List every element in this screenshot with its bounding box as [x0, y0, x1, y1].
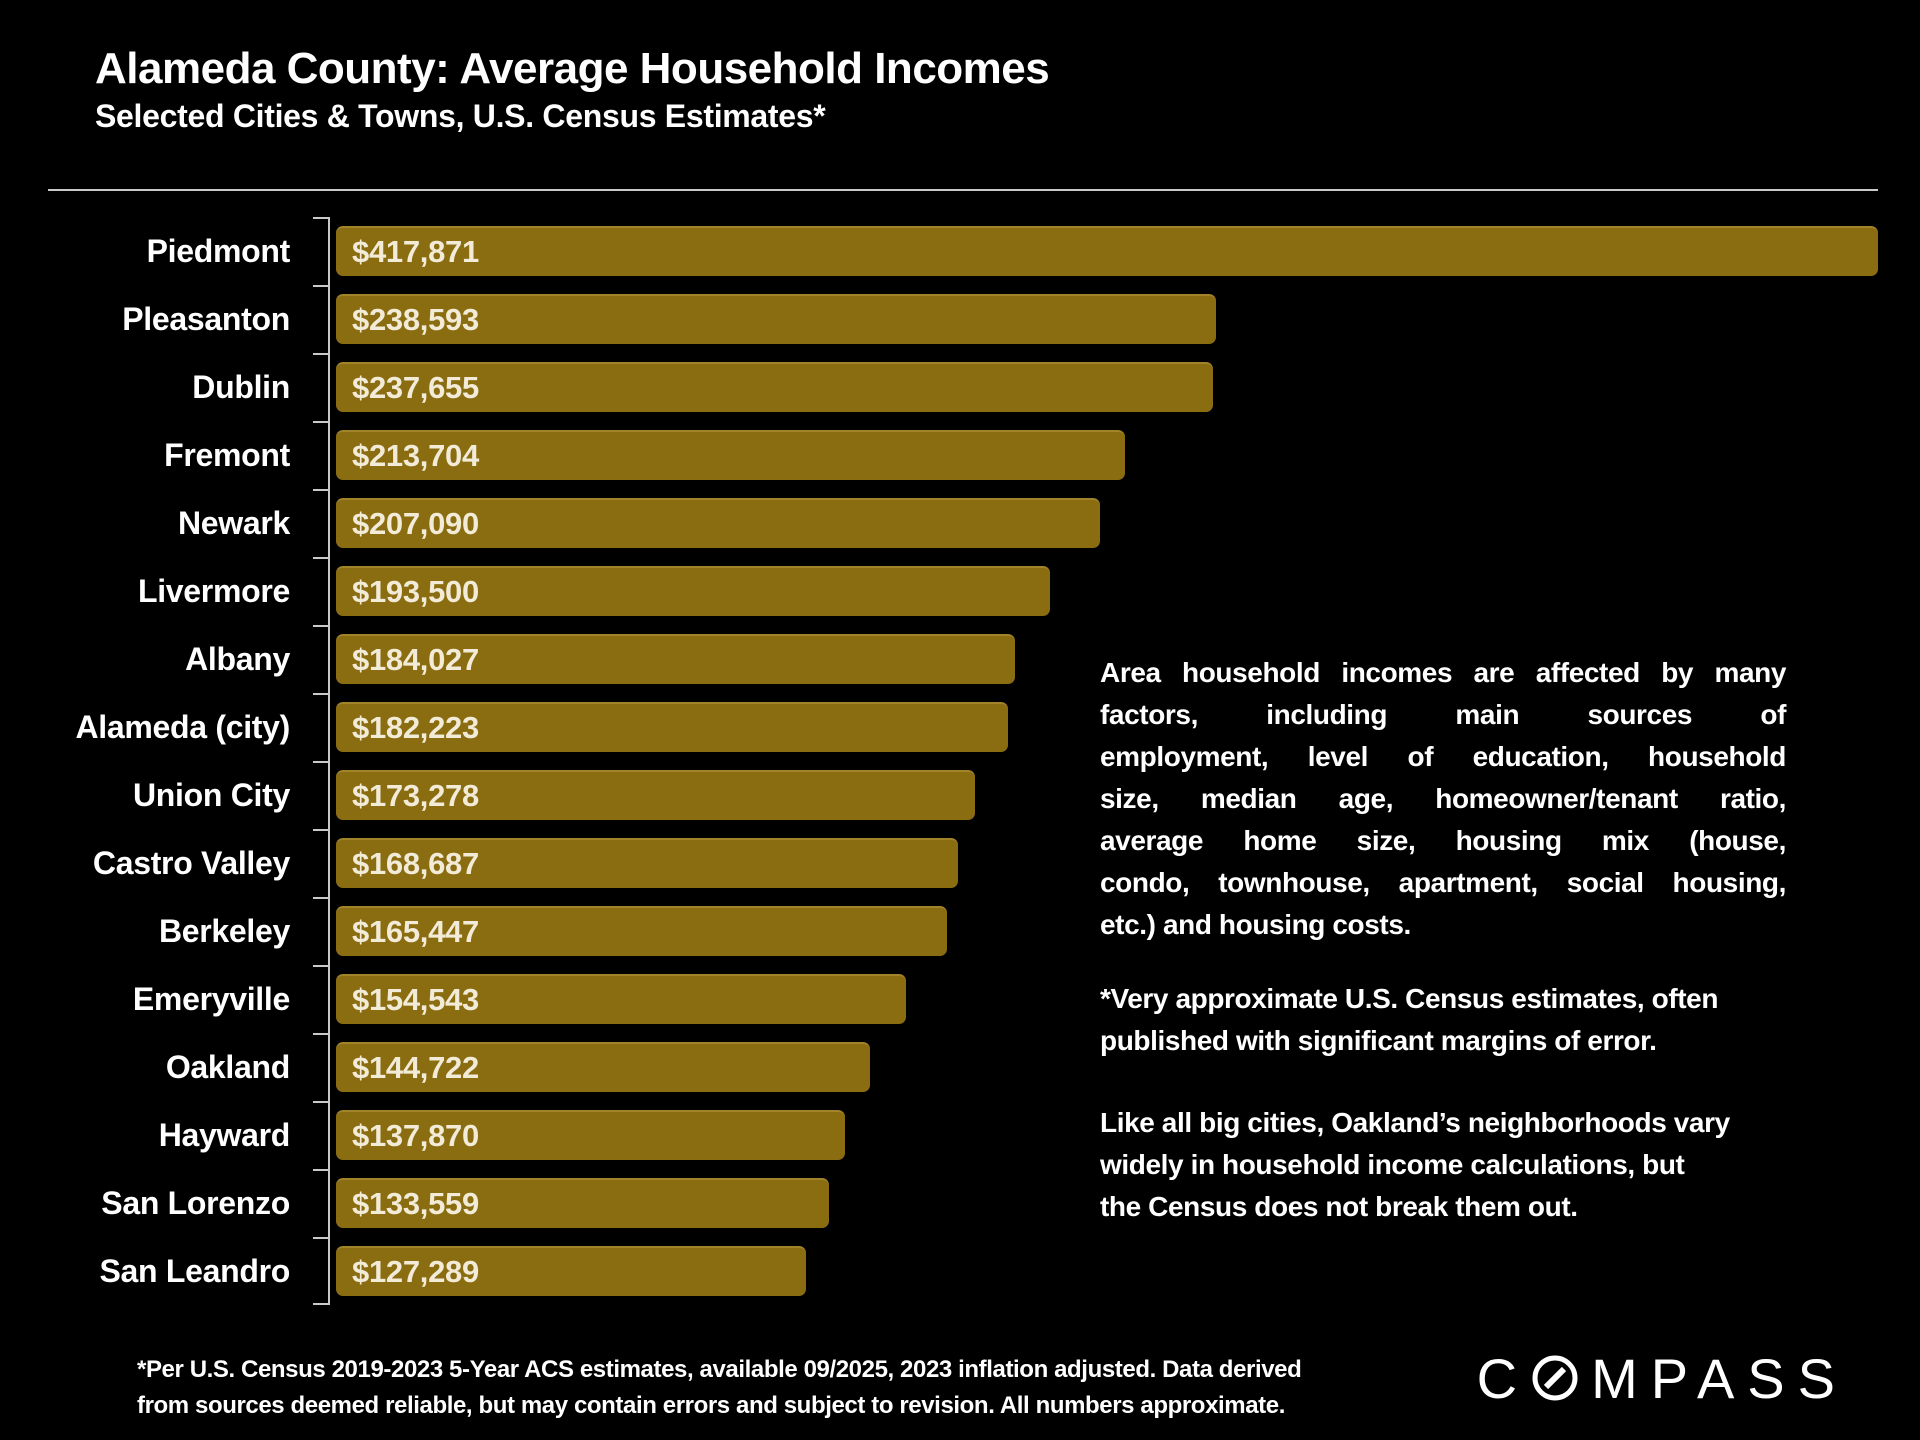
bar-track [328, 421, 1878, 489]
category-label: Albany [185, 640, 290, 677]
annotation-line: the Census does not break them out. [1100, 1191, 1578, 1222]
bar-row [0, 285, 1878, 353]
page-subtitle: Selected Cities & Towns, U.S. Census Estimates* [95, 98, 826, 134]
axis-tick [313, 1169, 328, 1171]
bar [336, 1178, 829, 1228]
bar-track [328, 285, 1878, 353]
annotation-line: widely in household income calculations, but [1100, 1149, 1685, 1180]
bar-track [328, 557, 1878, 625]
axis-tick [313, 421, 328, 423]
bar-value-label: $417,871 [352, 234, 479, 269]
annotation-line: condo, townhouse, apartment, social housing, [1100, 867, 1786, 898]
bar [336, 226, 1878, 276]
category-label: Pleasanton [122, 300, 290, 337]
annotation-line: factors, including main sources of [1100, 699, 1786, 730]
axis-tick [313, 353, 328, 355]
axis-tick [313, 1101, 328, 1103]
axis-tick [313, 761, 328, 763]
bar [336, 838, 958, 888]
axis-tick [313, 625, 328, 627]
bar-track [328, 489, 1878, 557]
annotation-paragraph-3 [1100, 1102, 1786, 1228]
axis-tick [313, 1033, 328, 1035]
bar-value-label: $207,090 [352, 506, 479, 541]
bar-value-label: $238,593 [352, 302, 479, 337]
axis-tick [313, 285, 328, 287]
annotation-block [1100, 652, 1786, 1228]
bar-track [328, 217, 1878, 285]
bar [336, 498, 1100, 548]
footnote [137, 1352, 1301, 1424]
bar-value-label: $154,543 [352, 982, 479, 1017]
bar-value-label: $213,704 [352, 438, 479, 473]
category-label: Union City [133, 776, 290, 813]
bar [336, 362, 1213, 412]
annotation-paragraph-1 [1100, 652, 1786, 946]
bar-value-label: $193,500 [352, 574, 479, 609]
bar-value-label: $133,559 [352, 1186, 479, 1221]
category-label: Newark [177, 504, 290, 541]
axis-tick [313, 693, 328, 695]
bar [336, 566, 1050, 616]
annotation-line: Area household incomes are affected by many [1100, 657, 1786, 688]
category-label: Castro Valley [92, 844, 290, 881]
bar-value-label: $137,870 [352, 1118, 479, 1153]
category-label: Emeryville [132, 980, 290, 1017]
bar [336, 1042, 870, 1092]
bar-value-label: $184,027 [352, 642, 479, 677]
annotation-line: etc.) and housing costs. [1100, 909, 1411, 940]
annotation-paragraph-2 [1100, 978, 1786, 1062]
annotation-line: Like all big cities, Oakland’s neighborhoods vary [1100, 1107, 1730, 1138]
bar-value-label: $237,655 [352, 370, 479, 405]
category-label: Berkeley [158, 912, 290, 949]
bar-row [0, 217, 1878, 285]
annotation-line: average home size, housing mix (house, [1100, 825, 1786, 856]
logo-letter-c: C [1476, 1346, 1531, 1410]
annotation-line: published with significant margins of error. [1100, 1025, 1657, 1056]
annotation-line: *Very approximate U.S. Census estimates, often [1100, 983, 1719, 1014]
axis-tick [313, 829, 328, 831]
bar-value-label: $144,722 [352, 1050, 479, 1085]
bar-value-label: $127,289 [352, 1254, 479, 1289]
bar-row [0, 489, 1878, 557]
bar [336, 430, 1125, 480]
bar [336, 294, 1216, 344]
footnote-line: *Per U.S. Census 2019-2023 5-Year ACS estimates, available 09/2025, 2023 inflation adjusted. Data derived [137, 1356, 1302, 1383]
category-label: Oakland [165, 1048, 290, 1085]
page-title: Alameda County: Average Household Incomes [95, 44, 1050, 93]
bar-value-label: $182,223 [352, 710, 479, 745]
category-label: Dublin [192, 368, 290, 405]
category-label: San Lorenzo [101, 1184, 290, 1221]
bar [336, 906, 947, 956]
logo-letters-mpass: MPASS [1591, 1346, 1848, 1410]
axis-tick [313, 489, 328, 491]
axis-tick [313, 557, 328, 559]
annotation-line: employment, level of education, household [1100, 741, 1786, 772]
compass-logo [1476, 1346, 1848, 1410]
axis-tick [313, 1303, 328, 1305]
bar-row [0, 421, 1878, 489]
category-label: Alameda (city) [75, 708, 290, 745]
bar [336, 1110, 845, 1160]
category-label: Piedmont [146, 232, 290, 269]
bar [336, 702, 1008, 752]
category-label: Fremont [164, 436, 290, 473]
bar-value-label: $168,687 [352, 846, 479, 881]
bar [336, 770, 975, 820]
bar [336, 974, 906, 1024]
bar-row [0, 353, 1878, 421]
header-divider [48, 189, 1878, 191]
bar [336, 1246, 806, 1296]
bar-row [0, 1237, 1878, 1305]
footnote-line: from sources deemed reliable, but may contain errors and subject to revision. All numbers approximate. [137, 1392, 1285, 1419]
bar-row [0, 557, 1878, 625]
axis-tick [313, 965, 328, 967]
bar-track [328, 1237, 1878, 1305]
category-label: Hayward [158, 1116, 290, 1153]
annotation-line: size, median age, homeowner/tenant ratio, [1100, 783, 1786, 814]
bar-value-label: $165,447 [352, 914, 479, 949]
compass-o-icon [1531, 1354, 1579, 1402]
bar-track [328, 353, 1878, 421]
bar [336, 634, 1015, 684]
category-label: San Leandro [99, 1252, 290, 1289]
category-label: Livermore [137, 572, 290, 609]
y-axis [328, 217, 330, 1305]
axis-tick [313, 217, 328, 219]
axis-tick [313, 1237, 328, 1239]
axis-tick [313, 897, 328, 899]
bar-value-label: $173,278 [352, 778, 479, 813]
